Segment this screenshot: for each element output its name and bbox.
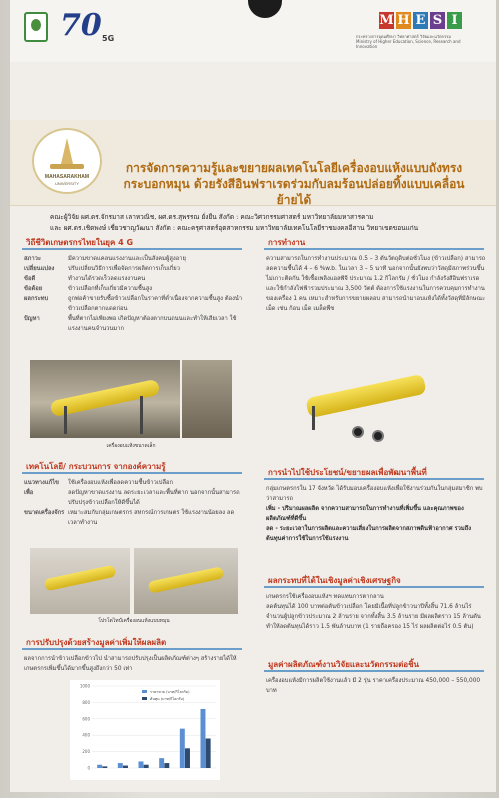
dryer-leg: [140, 396, 143, 434]
mhesi-letter: H: [397, 13, 410, 28]
legend-swatch: [142, 697, 147, 700]
seal-name: MAHASARAKHAM: [44, 174, 90, 180]
table-row: [24, 254, 244, 264]
chart-bar: [123, 766, 128, 768]
prototype-photo-1: [30, 548, 130, 614]
value-bar-chart: [70, 680, 220, 780]
section-heading-operation: การทำงาน: [264, 236, 484, 250]
value-added-text: ผลจากการนำข้าวเปลือกข้าวไป นำสามารถปรับปรุงเป็นผลิตภัณฑ์ต่างๆ สร้างรายได้ให้เกษตรกรเพิ่มขึ้นได้มากขึ้นสูงถึงกว่า 50 เท่า: [24, 656, 237, 672]
legend-label: ราคาขาย (บาท/กิโลกรัม): [150, 690, 190, 694]
section-heading-value-added: การปรับปรุงด้วยสร้างมูลค่าเพิ่มให้ผลผลิต: [22, 636, 242, 650]
chart-bar: [185, 748, 190, 768]
section-heading-economic-impact: ผลกระทบที่ได้ในเชิงมูลค่าเชิงเศรษฐกิจ: [264, 574, 484, 588]
chart-bar: [164, 763, 169, 768]
dryer-photo-1: [30, 360, 180, 438]
dryer-photo-2: [182, 360, 232, 438]
row-key: เปลี่ยนแปลง: [24, 266, 55, 272]
section-heading-utilization: การนำไปใช้ประโยชน์/ขยายผลเพื่อพัฒนาพื้นที่: [264, 466, 484, 480]
economic-impact-point: ลดต้นทุนได้ 100 บาทต่อตันข้าวเปลือก โดยมีเนื้อที่ปลูกข้าวนาปีทั้งสิ้น 71.6 ล้านไร่ จำนวนผู้ปลูกข้าวประมาณ 2 ล้านราย จากทั้งสิ้น 3.5 ล้านราย มีผลผลิตราว 15 ล้านตัน ทำให้ลดต้นทุนได้ราว 1.5 พันล้านบาท (1 รายถือครอง 15 ไร่ ผลผลิตต่อไร่ 0.5 ตัน): [266, 604, 481, 630]
y-tick-label: 400: [82, 732, 90, 738]
authors-line-2: และ ผศ.ดร.เชิดพงษ์ เชี่ยวชาญวัฒนา สังกัด : คณะครุศาสตร์อุตสาหกรรม มหาวิทยาลัยเทคโนโลยีราชมงคลอีสาน วิทยาเขตขอนแก่น: [50, 224, 419, 232]
row-key: ข้อดี: [24, 276, 36, 282]
economic-impact-block: [266, 592, 486, 632]
diagram-leg: [312, 406, 315, 430]
table-row: [24, 508, 244, 528]
lifestyle-table: [24, 254, 244, 334]
section-heading-product-value: มูลค่าผลิตภัณฑ์งานวิจัยและนวัตกรรมต่อชิ้น: [264, 658, 484, 672]
legend-label: ต้นทุน (บาท/กิโลกรัม): [150, 697, 185, 701]
chart-bar: [139, 761, 144, 768]
prototype-drum: [44, 565, 117, 592]
table-row: [24, 478, 244, 488]
poster-title: การจัดการความรู้และขยายผลเทคโนโลยีเครื่องอบแห้งแบบถังทรงกระบอกหมุน ด้วยรังสีอินฟราเรดร่วมกับลมร้อนปล่อยทิ้งแบบเคลื่อนย้ายได้: [123, 161, 465, 207]
table-row: [24, 314, 244, 334]
utilization-text: กลุ่มเกษตรกรใน 17 จังหวัด ได้รับมอบเครื่องอบแห้งเพื่อใช้งานร่วมกันในกลุ่มสมาชิก พบว่าสามารถ: [266, 486, 483, 502]
chart-bar: [180, 729, 185, 768]
operation-text: ความสามารถในการทำงานประมาณ 0.5 – 3 ตันวัตถุดิบต่อชั่วโมง (ข้าวเปลือก) สามารถลดความชื้นได้ 4 – 6 %w.b. ในเวลา 3 – 5 นาที นอกจากนั้นยังพบว่าวัสดุมีสภาพร่วนขึ้นไม่เกาะติดกัน ใช้เชื้อเพลิงแอลพีจี ประมาณ 1.2 กิโลกรัม / ชั่วโมง กำลังรังสีอินฟราเรด และใช้กำลังไฟฟ้ารวมประมาณ 3,500 วัตต์ ต้องการใช้แรงงานในการควบคุมการทำงานของเครื่อง 1 คน เหมาะสำหรับการขยายผลอบ สามารถนำมาอบแห้งได้ทั้งวัสดุที่มีลักษณะเม็ด เช่น ก้อน เม็ด เมล็ดพืช: [266, 256, 486, 312]
table-row: [24, 264, 244, 274]
row-value: ทำงานได้รวดเร็วลดแรงงานคน: [68, 276, 146, 282]
y-tick-label: 0: [87, 765, 90, 771]
table-row: [24, 274, 244, 284]
y-tick-label: 1000: [79, 683, 90, 689]
row-key: แนวทางแก้ไข: [24, 480, 59, 486]
dryer-diagram: [282, 360, 462, 450]
seal-subtitle: UNIVERSITY: [54, 181, 79, 186]
mhesi-letter: S: [430, 12, 445, 29]
photo-caption-1: เครื่องอบแห้งขนาดเล็ก: [106, 443, 156, 449]
tower-icon: [57, 138, 77, 164]
prototype-photo-2: [134, 548, 238, 614]
row-key: ปัญหา: [24, 316, 40, 322]
legend-swatch: [142, 690, 147, 693]
utilization-point-2: ลด - ระยะเวลาในการผลิตและความเสี่ยงในการผลิตจากสภาพดินฟ้าอากาศ รวมถึงต้นทุนค่าการใช้ในการใช้แรงงาน: [266, 526, 472, 542]
economic-impact-text: เกษตรกรใช้เครื่องอบแห้งฯ ทดแทนการตากลาน: [266, 594, 384, 600]
row-value: ข้าวเปลือกที่เก็บเกี่ยวมีความชื้นสูง: [68, 286, 153, 292]
table-row: [24, 294, 244, 314]
university-emblem-icon: [24, 12, 48, 42]
row-key: ขนาดเครื่องจักร: [24, 510, 65, 516]
dryer-leg: [64, 406, 67, 434]
chart-bar: [206, 738, 211, 768]
mhesi-letter: M: [379, 13, 394, 28]
y-tick-label: 600: [82, 716, 90, 722]
ministry-name: กระทรวงการอุดมศึกษา วิทยาศาสตร์ วิจัยและนวัตกรรม Ministry of Higher Education, Science, Research and Innovation: [356, 34, 461, 49]
research-poster: [10, 0, 496, 792]
anniversary-logo: 70: [60, 8, 102, 43]
row-value: มีความขาดแคลนแรงงานและเป็นสังคมผู้สูงอายุ: [68, 256, 186, 262]
row-value: ลดปัญหาขาดแรงงาน ลดระยะเวลาและพื้นที่ตาก นอกจากนั้นสามารถปรับปรุงข้าวเปลือกให้ดีขึ้นได้: [68, 490, 240, 506]
row-value: เหมาะสมกับกลุ่มเกษตรกร สหกรณ์การเกษตร ใช้แรงงานน้อยลง ลดเวลาทำงาน: [68, 510, 235, 526]
y-tick-label: 200: [82, 749, 90, 755]
photo-caption-2: โปรโตไทป์เครื่องอบแห้งแบบหมุน: [98, 618, 170, 624]
utilization-point-1: เพิ่ม - ปริมาณผลผลิต จากความสามารถในการทำงานที่เพิ่มขึ้น และคุณภาพของผลิตภัณฑ์ที่ดีขึ้น: [266, 506, 464, 522]
authors-line-1: คณะผู้วิจัย ผศ.ดร.จักรมาส เลาหวณิช, ผศ.ดร.สุพรรณ ยั่งยืน สังกัด : คณะวิศวกรรมศาสตร์ มหาวิทยาลัยมหาสารคาม: [50, 213, 374, 221]
utilization-block: [266, 484, 486, 544]
row-value: ถูกพ่อค้าขายรับซื้อข้าวเปลือกในราคาที่ต่ำเนื่องจากความชื้นสูง ต้องนำข้าวเปลือกตากแดดก่อน: [68, 296, 243, 312]
mhesi-logo: [379, 12, 462, 29]
product-value-text: เครื่องอบแห้งมีการผลิตใช้งานแล้ว มี 2 รุ่น ราคาเครื่องประมาณ 450,000 – 550,000 บาท: [266, 678, 481, 694]
technology-table: [24, 478, 244, 528]
diagram-drum: [305, 374, 427, 419]
table-row: [24, 488, 244, 508]
prototype-drum: [148, 566, 225, 594]
chart-bar: [97, 765, 102, 768]
anniversary-5g-label: 5G: [102, 34, 115, 43]
y-tick-label: 800: [82, 699, 90, 705]
wheel-icon: [372, 430, 384, 442]
tower-base: [50, 164, 84, 169]
chart-bar: [159, 758, 164, 768]
row-key: ผลกระทบ: [24, 296, 49, 302]
mhesi-letter: I: [447, 12, 462, 29]
row-key: สภาวะ: [24, 256, 41, 262]
row-value: ปรับเปลี่ยนวิธีการเพื่อจัดการผลิตการเก็บเกี่ยว: [68, 266, 180, 272]
row-key: เพื่อ: [24, 490, 34, 496]
chart-bar: [201, 709, 206, 768]
table-row: [24, 284, 244, 294]
university-seal: [32, 128, 102, 194]
chart-bar: [102, 766, 107, 768]
section-heading-technology: เทคโนโลยี/ กระบวนการ จากองค์ความรู้: [22, 460, 242, 474]
chart-bar: [118, 763, 123, 768]
wheel-icon: [352, 426, 364, 438]
chart-bar: [144, 765, 149, 768]
authors-block: [50, 212, 480, 234]
row-value: พื้นที่ตากไม่เพียงพอ เกิดปัญหาต้องตากบนถนนและทำให้เสียเวลา ใช้แรงงานคนจำนวนมาก: [68, 316, 237, 332]
row-key: ข้อด้อย: [24, 286, 43, 292]
row-value: ใช้เครื่องอบแห้งเพื่อลดความชื้นข้าวเปลือก: [68, 480, 173, 486]
section-heading-lifestyle: วิถีชีวิตเกษตรกรไทยในยุค 4 G: [22, 236, 242, 250]
mhesi-letter: E: [413, 12, 428, 29]
